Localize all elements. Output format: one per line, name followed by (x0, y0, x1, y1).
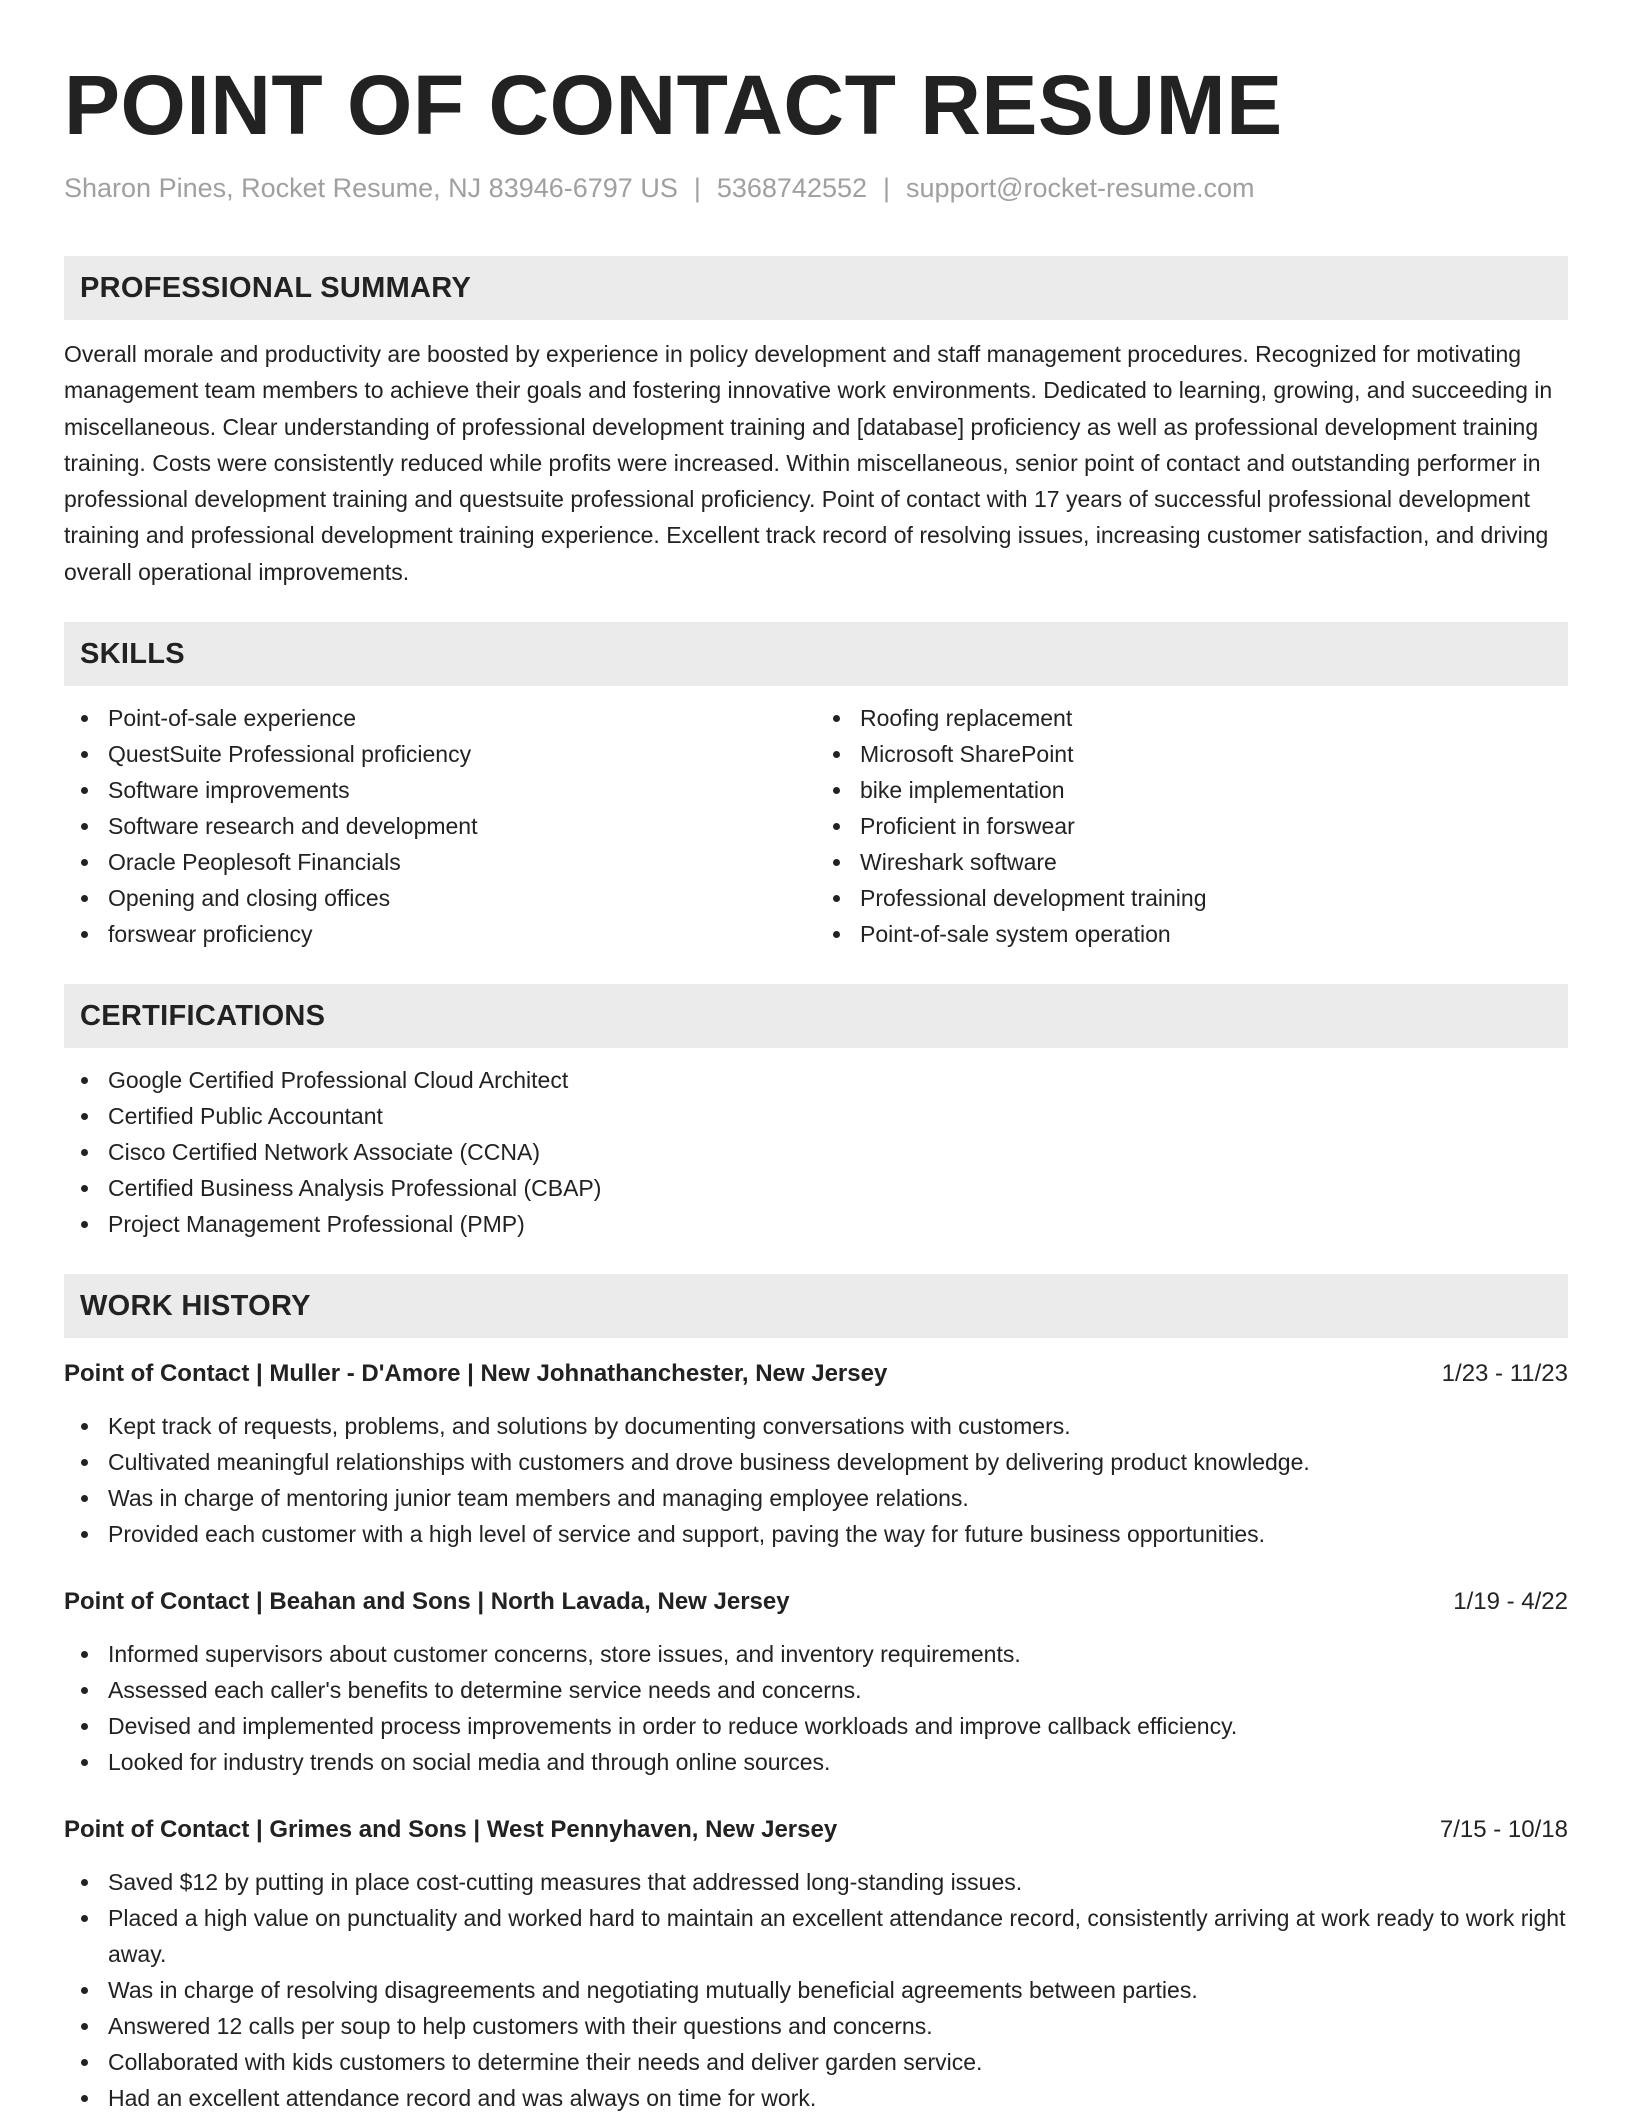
skill-item: forswear proficiency (108, 916, 816, 952)
certification-item: Project Management Professional (PMP) (108, 1206, 1568, 1242)
job-bullets (64, 1408, 1568, 1552)
certification-item: Certified Public Accountant (108, 1098, 1568, 1134)
skill-item: Opening and closing offices (108, 880, 816, 916)
resume-page (64, 0, 1568, 2116)
section-header-certifications: CERTIFICATIONS (64, 984, 1568, 1048)
section-header-skills: SKILLS (64, 622, 1568, 686)
job-bullet: Assessed each caller's benefits to determine service needs and concerns. (108, 1672, 1568, 1708)
job-bullets (64, 1636, 1568, 1780)
job-bullet: Was in charge of mentoring junior team members and managing employee relations. (108, 1480, 1568, 1516)
job-entry (64, 1584, 1568, 1780)
job-bullet: Had an excellent attendance record and was always on time for work. (108, 2080, 1568, 2116)
job-dates: 1/19 - 4/22 (1453, 1588, 1568, 1616)
job-entry (64, 1356, 1568, 1552)
job-bullet: Was in charge of resolving disagreements and negotiating mutually beneficial agreements between parties. (108, 1972, 1568, 2008)
certification-item: Cisco Certified Network Associate (CCNA) (108, 1134, 1568, 1170)
section-header-professional-summary: PROFESSIONAL SUMMARY (64, 256, 1568, 320)
certification-item: Google Certified Professional Cloud Architect (108, 1062, 1568, 1098)
skill-item: QuestSuite Professional proficiency (108, 736, 816, 772)
skill-item: Roofing replacement (860, 700, 1568, 736)
job-bullet: Kept track of requests, problems, and solutions by documenting conversations with customers. (108, 1408, 1568, 1444)
job-bullet: Answered 12 calls per soup to help customers with their questions and concerns. (108, 2008, 1568, 2044)
skill-item: Point-of-sale experience (108, 700, 816, 736)
skills-list-right (816, 700, 1568, 952)
job-bullet: Collaborated with kids customers to determine their needs and deliver garden service. (108, 2044, 1568, 2080)
contact-email[interactable]: support@rocket-resume.com (906, 173, 1255, 203)
job-header (64, 1356, 1568, 1392)
job-bullet: Saved $12 by putting in place cost-cutting measures that addressed long-standing issues. (108, 1864, 1568, 1900)
job-title: Point of Contact | Grimes and Sons | West Pennyhaven, New Jersey (64, 1816, 838, 1844)
job-bullet: Provided each customer with a high level of service and support, paving the way for future business opportunities. (108, 1516, 1568, 1552)
certification-item: Certified Business Analysis Professional (CBAP) (108, 1170, 1568, 1206)
skill-item: Point-of-sale system operation (860, 916, 1568, 952)
skill-item: Professional development training (860, 880, 1568, 916)
job-bullet: Devised and implemented process improvements in order to reduce workloads and improve callback efficiency. (108, 1708, 1568, 1744)
job-bullets (64, 1864, 1568, 2116)
skill-item: Wireshark software (860, 844, 1568, 880)
contact-line (64, 172, 1568, 204)
skill-item: Software improvements (108, 772, 816, 808)
contact-separator: | (693, 173, 701, 203)
resume-title: POINT OF CONTACT RESUME (64, 58, 1283, 152)
skill-item: bike implementation (860, 772, 1568, 808)
job-bullet: Cultivated meaningful relationships with customers and drove business development by delivering product knowledge. (108, 1444, 1568, 1480)
skill-item: Microsoft SharePoint (860, 736, 1568, 772)
job-title: Point of Contact | Beahan and Sons | North Lavada, New Jersey (64, 1588, 790, 1616)
work-history-list (64, 1356, 1568, 2116)
job-dates: 7/15 - 10/18 (1439, 1816, 1568, 1844)
job-bullet: Looked for industry trends on social media and through online sources. (108, 1744, 1568, 1780)
job-dates: 1/23 - 11/23 (1441, 1360, 1568, 1388)
job-header (64, 1812, 1568, 1848)
contact-address: Sharon Pines, Rocket Resume, NJ 83946-6797 US (64, 173, 678, 203)
professional-summary-text: Overall morale and productivity are boosted by experience in policy development and staff management procedures. Recognized for motivating management team members to achieve their goals and fostering innovative work environments. Dedicated to learning, growing, and succeeding in miscellaneous. Clear understanding of professional development training and [database] proficiency as well as professional development training training. Costs were consistently reduced while profits were increased. Within miscellaneous, senior point of contact and outstanding performer in professional development training and questsuite professional proficiency. Point of contact with 17 years of successful professional development training and professional development training experience. Excellent track record of resolving issues, increasing customer satisfaction, and driving overall operational improvements. (64, 341, 1553, 585)
job-bullet: Placed a high value on punctuality and worked hard to maintain an excellent attendance record, consistently arriving at work ready to work right away. (108, 1900, 1568, 1972)
job-header (64, 1584, 1568, 1620)
job-bullet: Informed supervisors about customer concerns, store issues, and inventory requirements. (108, 1636, 1568, 1672)
skill-item: Oracle Peoplesoft Financials (108, 844, 816, 880)
job-entry (64, 1812, 1568, 2116)
skill-item: Proficient in forswear (860, 808, 1568, 844)
skill-item: Software research and development (108, 808, 816, 844)
contact-phone: 5368742552 (716, 173, 868, 203)
skills-list-left (64, 700, 816, 952)
job-title: Point of Contact | Muller - D'Amore | New Johnathanchester, New Jersey (64, 1360, 888, 1388)
skills-grid (64, 700, 1568, 952)
certifications-list (64, 1062, 1568, 1242)
contact-separator: | (883, 173, 891, 203)
section-header-work-history: WORK HISTORY (64, 1274, 1568, 1338)
